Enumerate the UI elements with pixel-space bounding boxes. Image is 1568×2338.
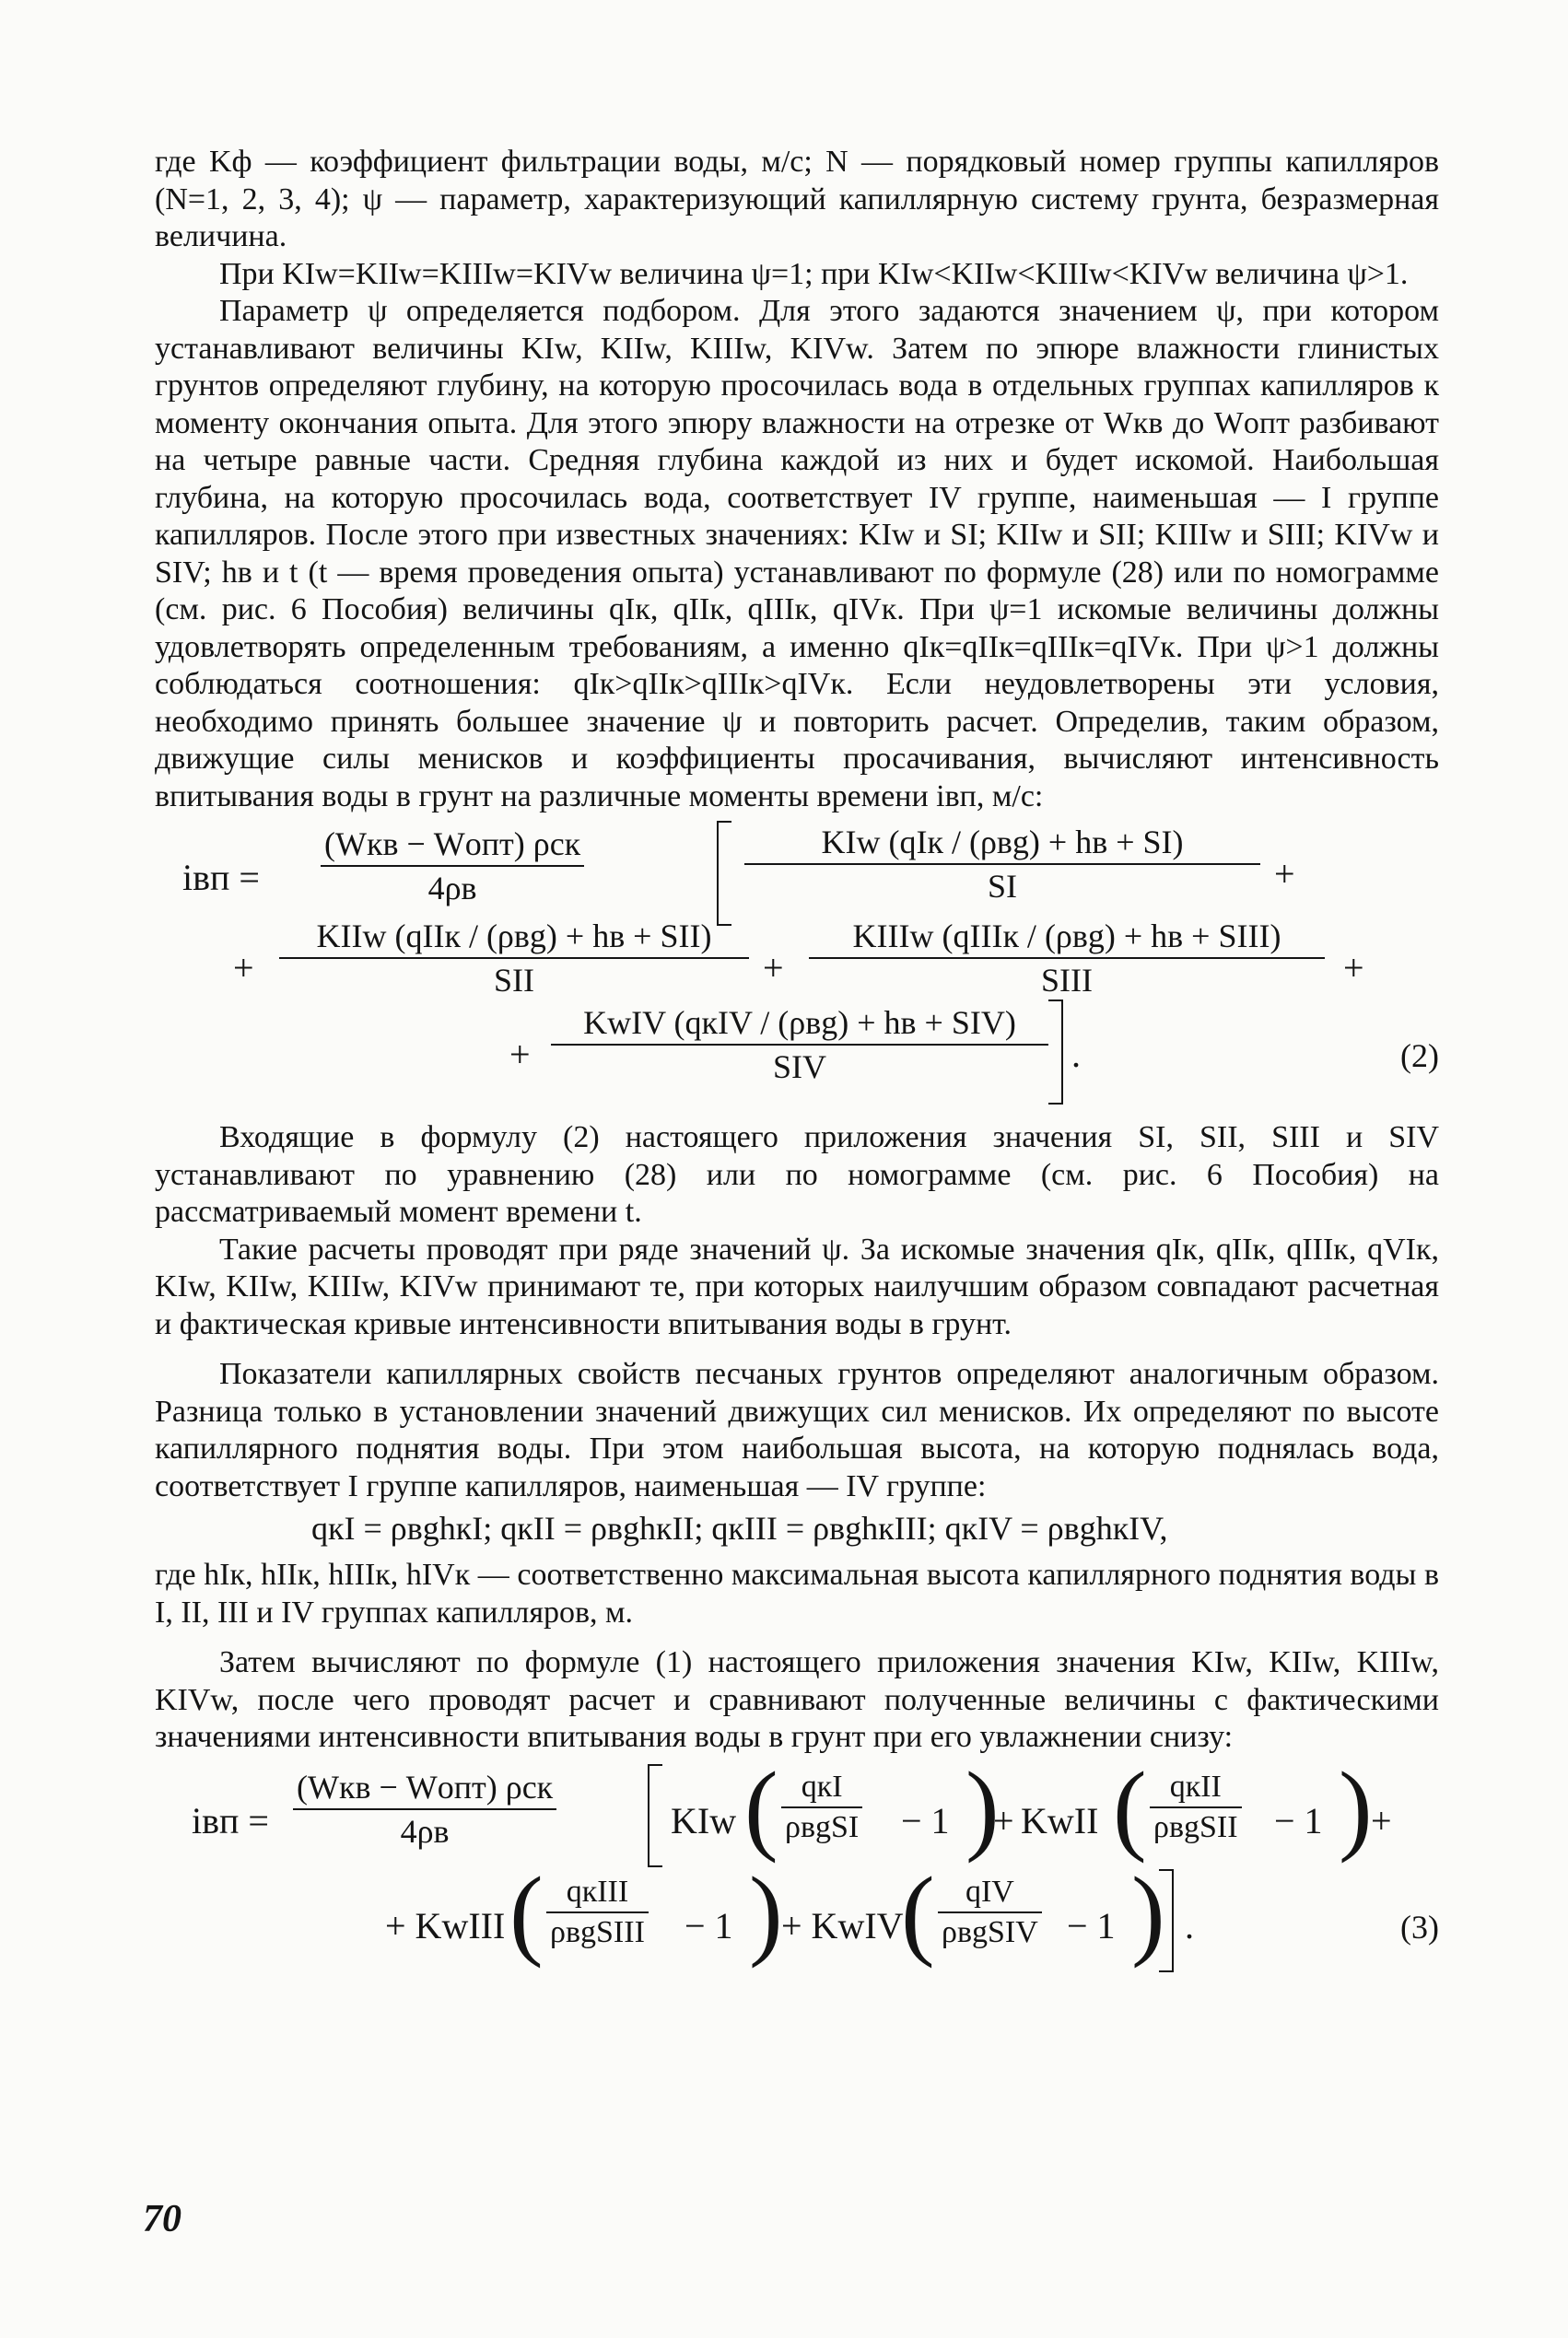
left-bracket: [648, 1764, 662, 1867]
formula-2: iвп = (Wкв − Wопт) ρск 4ρв KIw (qIк / (ρвg) + hв + SI) SI + + KIIw (qIIк / (ρвg) + hв + SII) SII + KIIIw (qIIIк / (ρвg) + hв + SIII) SIII + + KwIV (qкIV / (ρвg) + hв + SIV) SIV . (2): [155, 815, 1439, 1119]
formula-3-prefactor: (Wкв − Wопт) ρск 4ρв: [293, 1768, 556, 1851]
formula-q: qкI = ρвghкI; qкII = ρвghкII; qкIII = ρвghкIII; qкIV = ρвghкIV,: [311, 1510, 1168, 1547]
left-bracket: [717, 821, 731, 926]
page-number: 70: [143, 2198, 181, 2240]
formula-3-number: (3): [1400, 1908, 1439, 1946]
paragraph-definitions: где Kф — коэффициент фильтрации воды, м/с; N — порядковый номер группы капилляров (N=1, 2, 3, 4); ψ — параметр, характеризующий капиллярную систему грунта, безразмерная величина.: [155, 145, 1439, 253]
paragraph-psi-condition: При KIw=KIIw=KIIIw=KIVw величина ψ=1; при KIw<KIIw<KIIIw<KIVw величина ψ>1.: [219, 256, 1409, 291]
formula-2-term1: KIw (qIк / (ρвg) + hв + SI) SI: [744, 823, 1260, 906]
paragraph-iterations: Такие расчеты проводят при ряде значений ψ. За искомые значения qIк, qIIк, qIIIк, qVIк, KIw, KIIw, KIIIw, KIVw принимают те, при которых наилучшим образом совпадают расчетная и фактическая кривые интенсивности впитывания воды в грунт.: [155, 1232, 1439, 1341]
right-bracket: [1159, 1869, 1174, 1972]
paragraph-h-definitions: где hIк, hIIк, hIIIк, hIVк — соответственно максимальная высота капиллярного поднятия воды в I, II, III и IV группах капилляров, м.: [155, 1558, 1439, 1630]
paragraph-psi-method: Параметр ψ определяется подбором. Для этого задаются значением ψ, при котором устанавливают величины KIw, KIIw, KIIIw, KIVw. Затем по эпюре влажности глинистых грунтов определяют глубину, на которую просочилась вода в отдельных группах капилляров к моменту окончания опыта. Для этого эпюру влажности на отрезке от Wкв до Wопт разбивают на четыре равные части. Средняя глубина каждой из них и будет искомой. Наибольшая глубина, на которую просочилась вода, соответствует IV группе, наименьшая — I группе капилляров. После этого при известных значениях: KIw и SI; KIIw и SII; KIIIw и SIII; KIVw и SIV; hв и t (t — время проведения опыта) устанавливают по формуле (28) или по номограмме (см. рис. 6 Пособия) величины qIк, qIIк, qIIIк, qIVк. При ψ=1 искомые величины должны удовлетворять определенным требованиям, а именно qIк=qIIк=qIIIк=qIVк. При ψ>1 должны соблюдаться соотношения: qIк>qIIк>qIIIк>qIVк. Если неудовлетворены эти условия, необходимо принять большее значение ψ и повторить расчет. Определив, таким образом, движущие силы менисков и коэффициенты просачивания, вычисляют интенсивность впитывания воды в грунт на различные моменты времени iвп, м/с:: [155, 294, 1439, 813]
formula-2-number: (2): [1400, 1037, 1439, 1074]
formula-2-term3: KIIIw (qIIIк / (ρвg) + hв + SIII) SIII: [809, 917, 1325, 999]
paragraph-formula-1: Затем вычисляют по формуле (1) настоящего приложения значения KIw, KIIw, KIIIw, KIVw, после чего проводят расчет и сравнивают полученные величины с фактическими значениями интенсивности впитывания воды в грунт при его увлажнении снизу:: [155, 1645, 1439, 1754]
formula-2-lhs: iвп =: [182, 857, 260, 898]
right-bracket: [1048, 999, 1063, 1105]
paragraph-s-values: Входящие в формулу (2) настоящего приложения значения SI, SII, SIII и SIV устанавливают по уравнению (28) или по номограмме (см. рис. 6 Пособия) на рассматриваемый момент времени t.: [155, 1120, 1439, 1229]
formula-3: iвп = (Wкв − Wопт) ρск 4ρв KIw ( qкI ρвgSI − 1 ) + KwII ( qкII ρвgSII − 1 ) + + KwIII ( qкIII ρвgSIII − 1 ) + KwIV ( qIV ρвgSIV − 1 ) . (3): [155, 1757, 1439, 1987]
formula-2-term4: KwIV (qкIV / (ρвg) + hв + SIV) SIV: [551, 1003, 1048, 1086]
formula-2-term2: KIIw (qIIк / (ρвg) + hв + SII) SII: [279, 917, 749, 999]
paragraph-sandy-soils: Показатели капиллярных свойств песчаных грунтов определяют аналогичным образом. Разница только в установлении значений движущих сил менисков. Их определяют по высоте капиллярного поднятия воды. При этом наибольшая высота, на которую поднялась вода, соответствует I группе капилляров, наименьшая — IV группе:: [155, 1357, 1439, 1503]
formula-2-prefactor: (Wкв − Wопт) ρск 4ρв: [321, 824, 584, 907]
page-body: [155, 144, 1439, 1987]
